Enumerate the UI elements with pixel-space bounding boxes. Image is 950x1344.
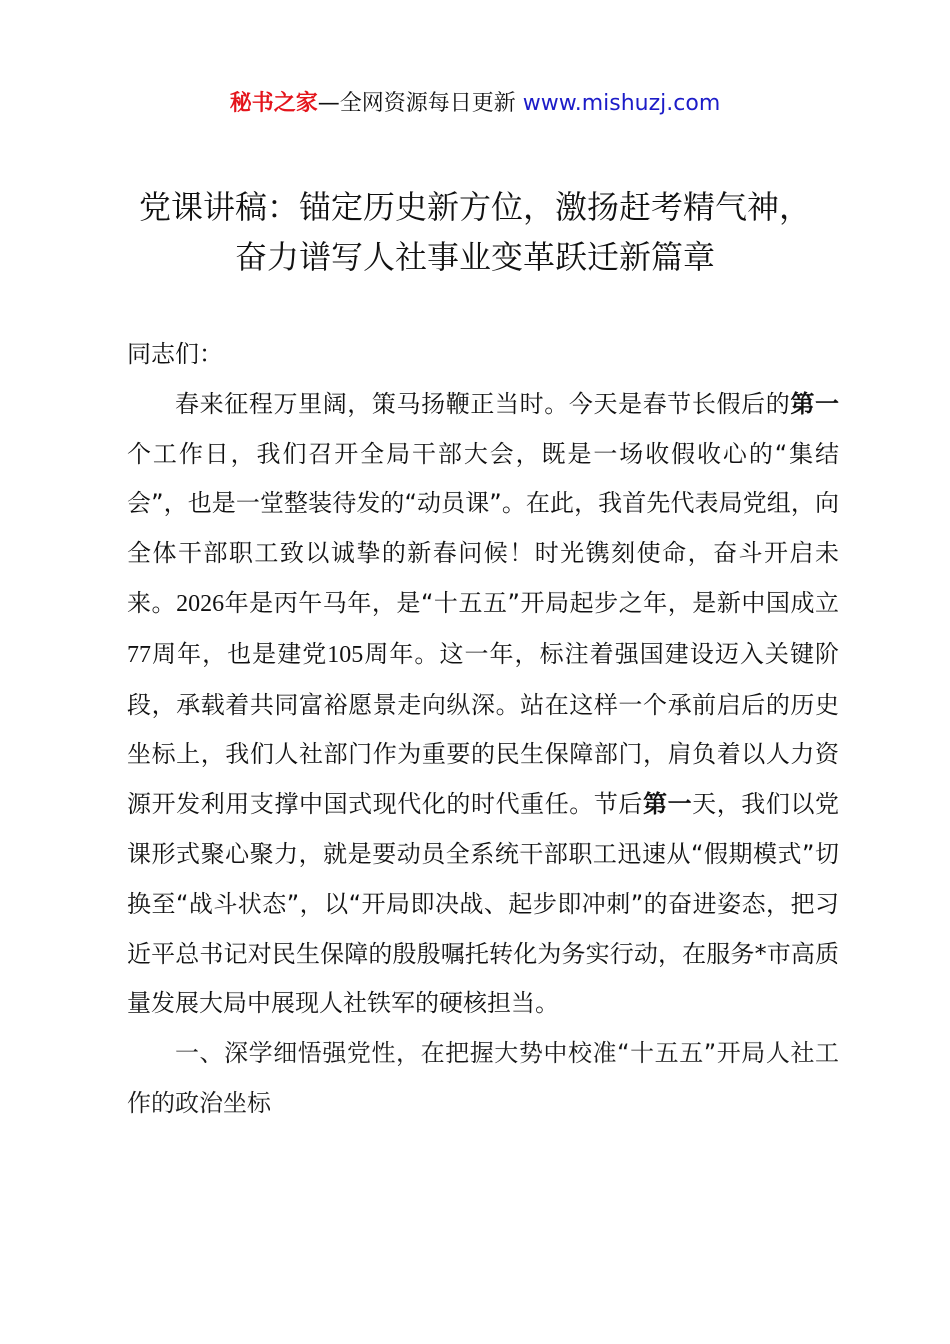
document-title-line-1: 党课讲稿：锚定历史新方位，激扬赶考精气神， xyxy=(138,188,811,226)
anniversary-number-77: 77 xyxy=(127,641,151,668)
bold-text-first-day: 第一 xyxy=(643,790,693,819)
paragraph-intro-part-d: 年是丙午马年，是“十五五”开局起步之年，是新中国成立 xyxy=(224,588,840,617)
greeting: 同志们： xyxy=(127,340,223,368)
bold-text-first: 第一 xyxy=(790,389,840,418)
year-number: 2026 xyxy=(176,590,225,617)
site-url-link[interactable]: www.mishuzj.com xyxy=(522,91,721,116)
site-header xyxy=(0,88,950,120)
section-heading-1: 一、深学细悟强党性，在把握大势中校准“十五五”开局人社工作的政治坐标 xyxy=(127,1039,839,1117)
document-body xyxy=(127,330,839,1129)
paragraph-intro-part-f: 周年。这一年，标注着强国建设迈入关键阶段，承载着共同富裕愿景走向纵深。站在这样一个承前启后的历史坐标上，我们人社部门作为重要的民生保障部门，肩负着以人力资源开发利用支撑中国式现代化的时代重任。节后 xyxy=(127,639,839,819)
site-brand: 秘书之家 xyxy=(229,91,318,116)
paragraph-intro xyxy=(127,380,839,1029)
paragraph-intro-part-a: 春来征程万里阔，策马扬鞭正当时。今天是春节长假后的 xyxy=(175,389,791,418)
paragraph-intro-part-e: 周年，也是建党 xyxy=(151,639,328,668)
document-title xyxy=(60,182,890,282)
document-title-line-2: 奋力谱写人社事业变革跃迁新篇章 xyxy=(234,238,715,276)
paragraph-intro-part-c: 个工作日，我们召开全局干部大会，既是一场收假收心的“集结会”，也是一堂整装待发的“动员课”。在此，我首先代表局党组，向全体干部职工致以诚挚的新春问候！时光镌刻使命，奋斗开启未来。 xyxy=(127,439,839,617)
paragraph-intro-part-h: 天，我们以党课形式聚心聚力，就是要动员全系统干部职工迅速从“假期模式”切换至“战斗状态”，以“开局即决战、起步即冲刺”的奋进姿态，把习近平总书记对民生保障的殷殷嘱托转化为务实行动，在服务*市高质量发展大局中展现人社铁军的硬核担当。 xyxy=(127,790,840,1018)
anniversary-number-105: 105 xyxy=(327,641,364,668)
site-tagline: —全网资源每日更新 xyxy=(317,91,516,116)
